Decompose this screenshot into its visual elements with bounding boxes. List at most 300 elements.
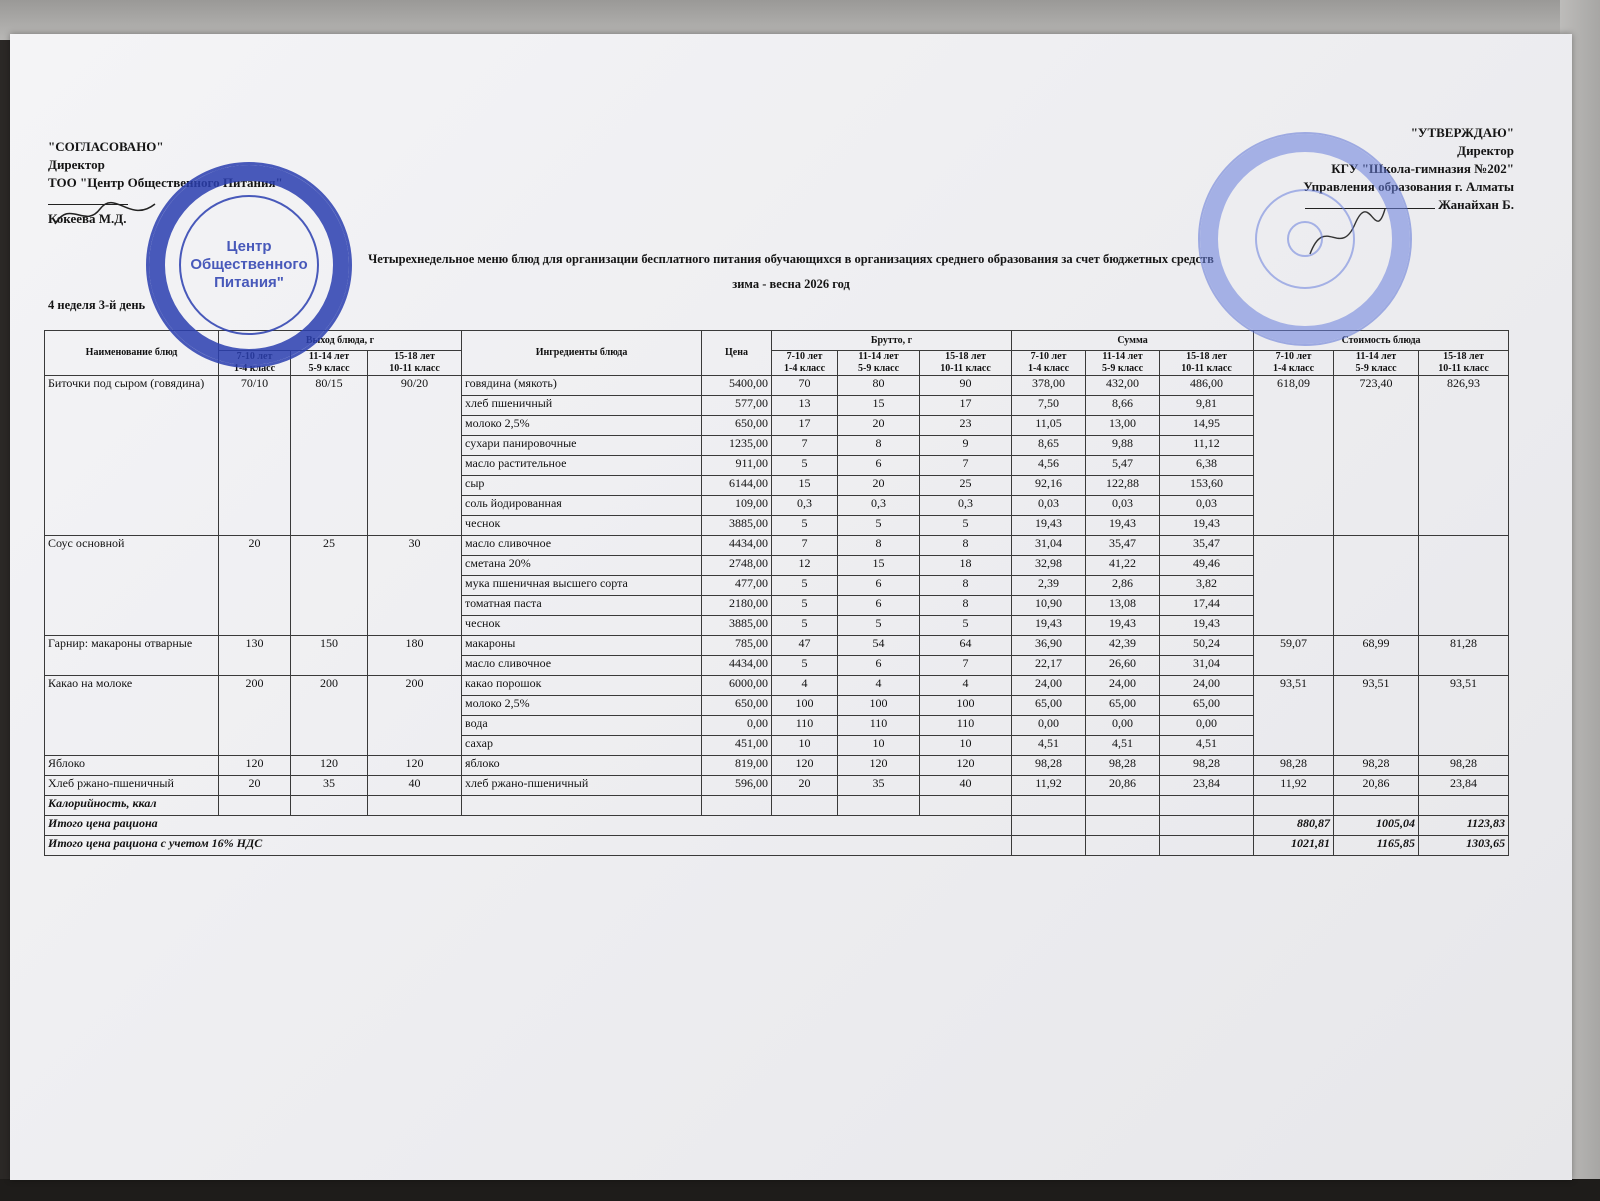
- sum-value: 378,00: [1012, 376, 1086, 396]
- grade-label: 5-9 класс: [308, 363, 350, 374]
- empty-cell: [772, 796, 838, 816]
- age-group-header: [1254, 351, 1334, 376]
- ingredient-name: яблоко: [462, 756, 702, 776]
- sum-value: 0,00: [1012, 716, 1086, 736]
- dish-cost: 98,28: [1254, 756, 1334, 776]
- brutto-value: 110: [838, 716, 920, 736]
- col-header-price: Цена: [702, 331, 772, 376]
- empty-cell: [1334, 796, 1419, 816]
- sum-value: 122,88: [1086, 476, 1160, 496]
- dish-name: Соус основной: [45, 536, 219, 636]
- empty-cell: [1254, 796, 1334, 816]
- brutto-value: 5: [772, 656, 838, 676]
- sum-value: 6,38: [1160, 456, 1254, 476]
- school-seal: [1198, 132, 1412, 346]
- brutto-value: 110: [920, 716, 1012, 736]
- dish-output: 25: [291, 536, 368, 636]
- brutto-value: 5: [772, 516, 838, 536]
- dish-output: 150: [291, 636, 368, 676]
- ingredient-name: вода: [462, 716, 702, 736]
- ingredient-price: 596,00: [702, 776, 772, 796]
- ingredient-price: 1235,00: [702, 436, 772, 456]
- age-label: 15-18 лет: [1443, 351, 1484, 362]
- sum-value: 8,66: [1086, 396, 1160, 416]
- brutto-value: 4: [772, 676, 838, 696]
- brutto-value: 6: [838, 456, 920, 476]
- age-label: 7-10 лет: [1275, 351, 1312, 362]
- sum-value: 19,43: [1160, 616, 1254, 636]
- col-header-brutto: Брутто, г: [772, 331, 1012, 351]
- ingredient-name: сметана 20%: [462, 556, 702, 576]
- empty-cell: [219, 796, 291, 816]
- col-header-sum: Сумма: [1012, 331, 1254, 351]
- ingredient-price: 3885,00: [702, 516, 772, 536]
- document-season: зима - весна 2026 год: [732, 277, 850, 291]
- ingredient-price: 911,00: [702, 456, 772, 476]
- brutto-value: 5: [772, 456, 838, 476]
- grade-label: 5-9 класс: [1101, 363, 1144, 374]
- brutto-value: 25: [920, 476, 1012, 496]
- sum-value: 26,60: [1086, 656, 1160, 676]
- sum-value: 3,82: [1160, 576, 1254, 596]
- ingredient-price: 451,00: [702, 736, 772, 756]
- sum-value: 36,90: [1012, 636, 1086, 656]
- dish-output: 80/15: [291, 376, 368, 536]
- ingredient-price: 650,00: [702, 416, 772, 436]
- brutto-value: 7: [920, 656, 1012, 676]
- dish-output: 40: [368, 776, 462, 796]
- age-group-header: [838, 351, 920, 376]
- ingredient-price: 5400,00: [702, 376, 772, 396]
- brutto-value: 10: [920, 736, 1012, 756]
- sum-value: 4,51: [1012, 736, 1086, 756]
- sum-value: 65,00: [1086, 696, 1160, 716]
- seal-emblem-icon: [1255, 189, 1355, 289]
- sum-value: 10,90: [1012, 596, 1086, 616]
- brutto-value: 100: [920, 696, 1012, 716]
- brutto-value: 4: [920, 676, 1012, 696]
- empty-cell: [1086, 796, 1160, 816]
- sum-value: 14,95: [1160, 416, 1254, 436]
- dish-cost: 93,51: [1254, 676, 1334, 756]
- calories-row: [45, 796, 1509, 816]
- brutto-value: 8: [838, 436, 920, 456]
- sum-value: 20,86: [1086, 776, 1160, 796]
- brutto-value: 8: [838, 536, 920, 556]
- document-title: Четырехнедельное меню блюд для организации бесплатного питания обучающихся в организациях среднего образования за счет бюджетных средств: [368, 252, 1214, 266]
- brutto-value: 5: [772, 576, 838, 596]
- total-vat-row: [45, 836, 1509, 856]
- age-label: 15-18 лет: [1186, 351, 1227, 362]
- dish-cost: 59,07: [1254, 636, 1334, 676]
- dish-cost: 98,28: [1419, 756, 1509, 776]
- grade-label: 10-11 класс: [940, 363, 991, 374]
- grade-label: 5-9 класс: [1355, 363, 1397, 374]
- brutto-value: 40: [920, 776, 1012, 796]
- ingredient-price: 6000,00: [702, 676, 772, 696]
- age-label: 15-18 лет: [394, 351, 435, 362]
- brutto-value: 5: [920, 616, 1012, 636]
- left-signature: [50, 194, 160, 234]
- sum-value: 65,00: [1012, 696, 1086, 716]
- total-row-label: Итого цена рациона: [45, 816, 1012, 836]
- stamp-text-1: Центр: [226, 238, 272, 255]
- grade-label: 10-11 класс: [1181, 363, 1232, 374]
- empty-cell: [1086, 836, 1160, 856]
- sum-value: 19,43: [1160, 516, 1254, 536]
- grade-label: 1-4 класс: [783, 363, 826, 374]
- dish-name: Какао на молоке: [45, 676, 219, 756]
- right-signer: Жанайхан Б.: [1438, 197, 1514, 212]
- dish-cost: 826,93: [1419, 376, 1509, 536]
- dish-cost: 11,92: [1254, 776, 1334, 796]
- dish-name: Яблоко: [45, 756, 219, 776]
- dish-name: Хлеб ржано-пшеничный: [45, 776, 219, 796]
- sum-value: 7,50: [1012, 396, 1086, 416]
- sum-value: 24,00: [1086, 676, 1160, 696]
- brutto-value: 64: [920, 636, 1012, 656]
- ingredient-name: какао порошок: [462, 676, 702, 696]
- brutto-value: 90: [920, 376, 1012, 396]
- dish-cost: 68,99: [1334, 636, 1419, 676]
- age-label: 11-14 лет: [858, 351, 899, 362]
- empty-cell: [1419, 796, 1509, 816]
- sum-value: 13,08: [1086, 596, 1160, 616]
- dish-output: 20: [219, 536, 291, 636]
- brutto-value: 35: [838, 776, 920, 796]
- brutto-value: 23: [920, 416, 1012, 436]
- age-group-header: [1160, 351, 1254, 376]
- brutto-value: 8: [920, 596, 1012, 616]
- stamp-text-3: Питания": [214, 274, 284, 291]
- sum-value: 19,43: [1086, 616, 1160, 636]
- empty-cell: [920, 796, 1012, 816]
- age-label: 11-14 лет: [308, 351, 350, 362]
- dish-cost: [1254, 536, 1334, 636]
- grade-label: 1-4 класс: [1272, 363, 1315, 374]
- dish-name: Биточки под сыром (говядина): [45, 376, 219, 536]
- sum-value: 9,81: [1160, 396, 1254, 416]
- sum-value: 19,43: [1012, 616, 1086, 636]
- sum-value: 432,00: [1086, 376, 1160, 396]
- brutto-value: 54: [838, 636, 920, 656]
- empty-cell: [291, 796, 368, 816]
- brutto-value: 120: [838, 756, 920, 776]
- sum-value: 0,03: [1086, 496, 1160, 516]
- brutto-value: 18: [920, 556, 1012, 576]
- dish-output: 130: [219, 636, 291, 676]
- empty-cell: [702, 796, 772, 816]
- brutto-value: 0,3: [838, 496, 920, 516]
- empty-cell: [1086, 816, 1160, 836]
- sum-value: 24,00: [1012, 676, 1086, 696]
- age-group-header: [1419, 351, 1509, 376]
- table-row: [45, 636, 1509, 656]
- brutto-value: 5: [772, 616, 838, 636]
- age-group-header: [1012, 351, 1086, 376]
- age-group-header: [772, 351, 838, 376]
- sum-value: 24,00: [1160, 676, 1254, 696]
- sum-value: 8,65: [1012, 436, 1086, 456]
- ingredient-name: хлеб пшеничный: [462, 396, 702, 416]
- brutto-value: 7: [772, 436, 838, 456]
- dish-cost: 98,28: [1334, 756, 1419, 776]
- sum-value: 0,00: [1086, 716, 1160, 736]
- brutto-value: 17: [772, 416, 838, 436]
- sum-value: 2,39: [1012, 576, 1086, 596]
- ingredient-name: соль йодированная: [462, 496, 702, 516]
- brutto-value: 80: [838, 376, 920, 396]
- ingredient-name: томатная паста: [462, 596, 702, 616]
- ingredient-price: 109,00: [702, 496, 772, 516]
- sum-value: 2,86: [1086, 576, 1160, 596]
- sum-value: 98,28: [1086, 756, 1160, 776]
- brutto-value: 10: [838, 736, 920, 756]
- empty-cell: [1012, 836, 1086, 856]
- total-vat-row-value: 1021,81: [1254, 836, 1334, 856]
- dish-cost: 23,84: [1419, 776, 1509, 796]
- brutto-value: 110: [772, 716, 838, 736]
- grade-label: 1-4 класс: [233, 363, 276, 374]
- table-row: [45, 376, 1509, 396]
- left-position: Директор: [48, 157, 105, 172]
- brutto-value: 47: [772, 636, 838, 656]
- age-group-header: [1334, 351, 1419, 376]
- age-group-header: [291, 351, 368, 376]
- age-label: 7-10 лет: [1030, 351, 1067, 362]
- brutto-value: 5: [838, 516, 920, 536]
- ingredient-price: 477,00: [702, 576, 772, 596]
- table-row: [45, 776, 1509, 796]
- sum-value: 98,28: [1012, 756, 1086, 776]
- sum-value: 31,04: [1160, 656, 1254, 676]
- brutto-value: 0,3: [772, 496, 838, 516]
- sum-value: 4,56: [1012, 456, 1086, 476]
- sum-value: 17,44: [1160, 596, 1254, 616]
- col-header-output: Выход блюда, г: [219, 331, 462, 351]
- ingredient-price: 2180,00: [702, 596, 772, 616]
- sum-value: 153,60: [1160, 476, 1254, 496]
- dish-cost: 723,40: [1334, 376, 1419, 536]
- ingredient-name: сахар: [462, 736, 702, 756]
- dish-output: 70/10: [219, 376, 291, 536]
- ingredient-name: мука пшеничная высшего сорта: [462, 576, 702, 596]
- brutto-value: 20: [838, 416, 920, 436]
- dish-cost: 618,09: [1254, 376, 1334, 536]
- ingredient-name: сухари панировочные: [462, 436, 702, 456]
- right-department: Управления образования г. Алматы: [1303, 179, 1514, 194]
- dish-output: 180: [368, 636, 462, 676]
- brutto-value: 17: [920, 396, 1012, 416]
- ingredient-name: чеснок: [462, 516, 702, 536]
- ingredient-price: 785,00: [702, 636, 772, 656]
- brutto-value: 9: [920, 436, 1012, 456]
- empty-cell: [1160, 836, 1254, 856]
- dish-cost: 81,28: [1419, 636, 1509, 676]
- brutto-value: 12: [772, 556, 838, 576]
- sum-value: 0,03: [1160, 496, 1254, 516]
- dish-output: 120: [368, 756, 462, 776]
- brutto-value: 100: [838, 696, 920, 716]
- table-row: [45, 676, 1509, 696]
- age-label: 7-10 лет: [236, 351, 273, 362]
- age-label: 11-14 лет: [1355, 351, 1397, 362]
- brutto-value: 20: [838, 476, 920, 496]
- sum-value: 32,98: [1012, 556, 1086, 576]
- dish-output: 200: [368, 676, 462, 756]
- brutto-value: 6: [838, 596, 920, 616]
- ingredient-price: 819,00: [702, 756, 772, 776]
- dish-cost: 20,86: [1334, 776, 1419, 796]
- brutto-value: 5: [772, 596, 838, 616]
- total-row: [45, 816, 1509, 836]
- sum-value: 42,39: [1086, 636, 1160, 656]
- sum-value: 22,17: [1012, 656, 1086, 676]
- brutto-value: 5: [838, 616, 920, 636]
- dish-cost: 93,51: [1419, 676, 1509, 756]
- sum-value: 11,12: [1160, 436, 1254, 456]
- ingredient-name: макароны: [462, 636, 702, 656]
- sum-value: 5,47: [1086, 456, 1160, 476]
- brutto-value: 0,3: [920, 496, 1012, 516]
- total-vat-row-value: 1165,85: [1334, 836, 1419, 856]
- ingredient-price: 0,00: [702, 716, 772, 736]
- ingredient-price: 3885,00: [702, 616, 772, 636]
- brutto-value: 10: [772, 736, 838, 756]
- ingredient-name: молоко 2,5%: [462, 416, 702, 436]
- sum-value: 486,00: [1160, 376, 1254, 396]
- brutto-value: 6: [838, 656, 920, 676]
- grade-label: 10-11 класс: [1438, 363, 1489, 374]
- dish-cost: [1334, 536, 1419, 636]
- left-signer: Кокеева М.Д.: [48, 211, 127, 226]
- dish-output: 90/20: [368, 376, 462, 536]
- sum-value: 19,43: [1012, 516, 1086, 536]
- sum-value: 41,22: [1086, 556, 1160, 576]
- brutto-value: 100: [772, 696, 838, 716]
- ingredient-price: 2748,00: [702, 556, 772, 576]
- right-organization: КГУ "Школа-гимназия №202": [1331, 161, 1514, 176]
- menu-table: [44, 330, 1509, 856]
- ingredient-price: 6144,00: [702, 476, 772, 496]
- empty-cell: [368, 796, 462, 816]
- brutto-value: 13: [772, 396, 838, 416]
- ingredient-name: масло сливочное: [462, 656, 702, 676]
- empty-cell: [1160, 816, 1254, 836]
- brutto-value: 4: [838, 676, 920, 696]
- sum-value: 11,92: [1012, 776, 1086, 796]
- sum-value: 35,47: [1086, 536, 1160, 556]
- empty-cell: [1160, 796, 1254, 816]
- col-header-cost: Стоимость блюда: [1254, 331, 1509, 351]
- week-day-label: 4 неделя 3-й день: [48, 298, 146, 312]
- brutto-value: 120: [772, 756, 838, 776]
- ingredient-price: 4434,00: [702, 656, 772, 676]
- ingredient-price: 4434,00: [702, 536, 772, 556]
- empty-cell: [1012, 816, 1086, 836]
- brutto-value: 120: [920, 756, 1012, 776]
- total-row-value: 1123,83: [1419, 816, 1509, 836]
- ingredient-name: масло сливочное: [462, 536, 702, 556]
- ingredient-name: хлеб ржано-пшеничный: [462, 776, 702, 796]
- table-row: [45, 756, 1509, 776]
- stamp-text-2: Общественного: [190, 256, 308, 273]
- brutto-value: 8: [920, 576, 1012, 596]
- age-label: 15-18 лет: [945, 351, 986, 362]
- calories-label: Калорийность, ккал: [45, 796, 219, 816]
- sum-value: 92,16: [1012, 476, 1086, 496]
- ingredient-name: говядина (мякоть): [462, 376, 702, 396]
- sum-value: 65,00: [1160, 696, 1254, 716]
- dish-output: 120: [219, 756, 291, 776]
- document-sheet: [10, 34, 1572, 1180]
- age-group-header: [1086, 351, 1160, 376]
- sum-value: 49,46: [1160, 556, 1254, 576]
- ingredient-name: чеснок: [462, 616, 702, 636]
- brutto-value: 5: [920, 516, 1012, 536]
- sum-value: 9,88: [1086, 436, 1160, 456]
- ingredient-name: сыр: [462, 476, 702, 496]
- sum-value: 4,51: [1086, 736, 1160, 756]
- dish-output: 35: [291, 776, 368, 796]
- sum-value: 13,00: [1086, 416, 1160, 436]
- table-row: [45, 536, 1509, 556]
- sum-value: 35,47: [1160, 536, 1254, 556]
- right-position: Директор: [1457, 143, 1514, 158]
- age-group-header: [368, 351, 462, 376]
- ingredient-price: 650,00: [702, 696, 772, 716]
- brutto-value: 6: [838, 576, 920, 596]
- total-row-value: 880,87: [1254, 816, 1334, 836]
- sum-value: 4,51: [1160, 736, 1254, 756]
- grade-label: 5-9 класс: [857, 363, 900, 374]
- dish-cost: 93,51: [1334, 676, 1419, 756]
- background-bottom: [0, 1179, 1600, 1201]
- brutto-value: 20: [772, 776, 838, 796]
- brutto-value: 15: [838, 556, 920, 576]
- total-vat-row-value: 1303,65: [1419, 836, 1509, 856]
- grade-label: 10-11 класс: [389, 363, 440, 374]
- agreed-label: "СОГЛАСОВАНО": [48, 139, 164, 154]
- empty-cell: [462, 796, 702, 816]
- brutto-value: 7: [772, 536, 838, 556]
- brutto-value: 15: [838, 396, 920, 416]
- col-header-dish-name: Наименование блюд: [45, 331, 219, 376]
- sum-value: 19,43: [1086, 516, 1160, 536]
- ingredient-name: масло растительное: [462, 456, 702, 476]
- total-row-value: 1005,04: [1334, 816, 1419, 836]
- grade-label: 1-4 класс: [1027, 363, 1070, 374]
- left-organization: ТОО "Центр Общественного Питания": [48, 175, 283, 190]
- dish-output: 120: [291, 756, 368, 776]
- sum-value: 50,24: [1160, 636, 1254, 656]
- organization-stamp: [146, 162, 352, 368]
- empty-cell: [1012, 796, 1086, 816]
- dish-cost: [1419, 536, 1509, 636]
- age-label: 7-10 лет: [786, 351, 823, 362]
- sum-value: 23,84: [1160, 776, 1254, 796]
- brutto-value: 8: [920, 536, 1012, 556]
- brutto-value: 15: [772, 476, 838, 496]
- ingredient-price: 577,00: [702, 396, 772, 416]
- sum-value: 0,00: [1160, 716, 1254, 736]
- ingredient-name: молоко 2,5%: [462, 696, 702, 716]
- brutto-value: 70: [772, 376, 838, 396]
- sum-value: 11,05: [1012, 416, 1086, 436]
- dish-name: Гарнир: макароны отварные: [45, 636, 219, 676]
- empty-cell: [838, 796, 920, 816]
- brutto-value: 7: [920, 456, 1012, 476]
